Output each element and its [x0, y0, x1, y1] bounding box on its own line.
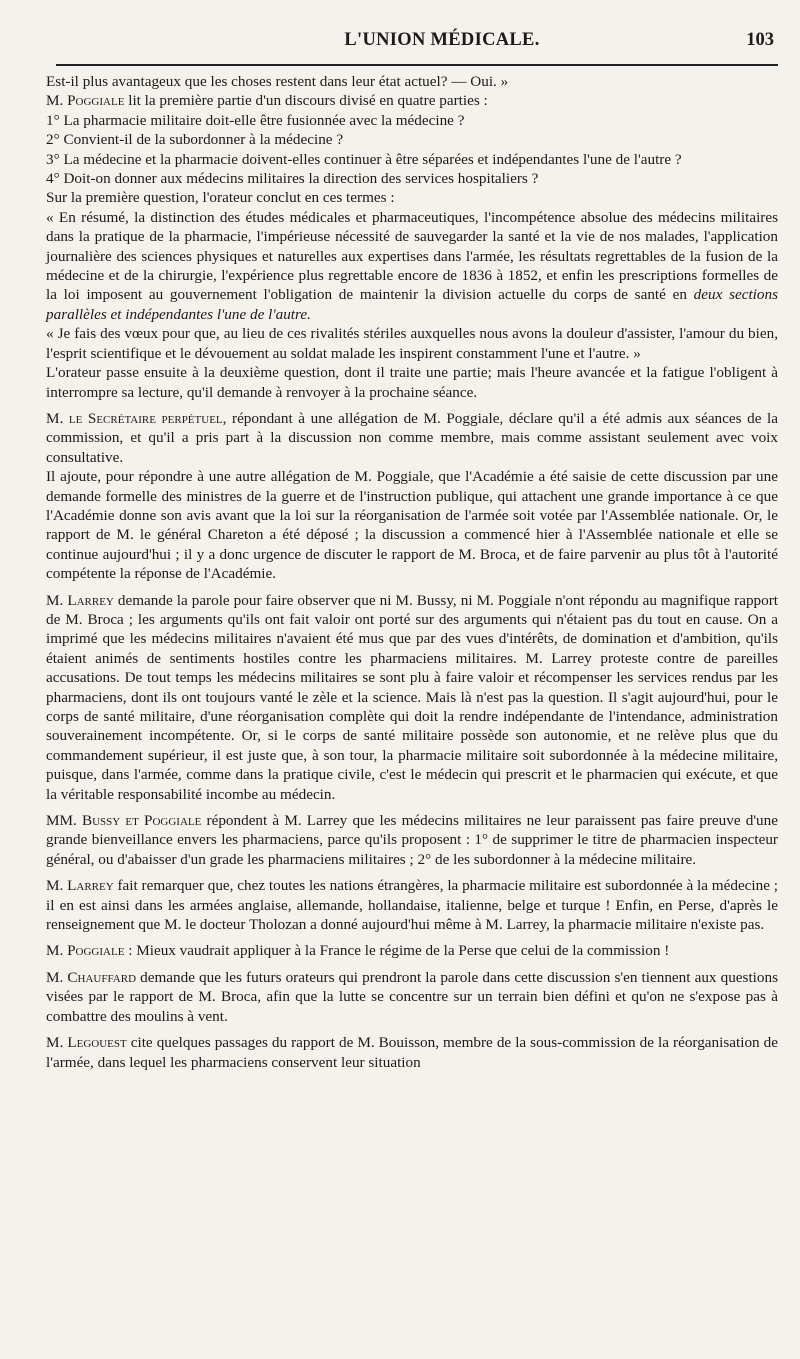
speaker-name: M. Larrey [46, 877, 114, 895]
paragraph-text: 2° Convient-il de la subordonner à la médecine ? [46, 131, 344, 149]
speaker-name: M. Chauffard [46, 968, 137, 986]
paragraph [46, 811, 778, 869]
speaker-name: MM. Bussy et Poggiale [46, 812, 202, 830]
paragraph [46, 91, 778, 110]
speaker-name: M. Poggiale [46, 942, 125, 960]
paragraph [46, 169, 778, 188]
paragraph-text: L'orateur passe ensuite à la deuxième question, dont il traite une partie; mais l'heure avancée et la fatigue l'obligent à interrompre sa lecture, qu'il demande à renvoyer à la prochaine séance. [46, 364, 778, 401]
paragraph-text: cite quelques passages du rapport de M. Bouisson, membre de la sous-commission de la réorganisation de l'armée, dans lequel les pharmaciens conservent leur situation [46, 1034, 778, 1071]
body-text [46, 72, 778, 1072]
paragraph [46, 467, 778, 583]
page-number: 103 [746, 30, 774, 50]
paragraph [46, 111, 778, 130]
paragraph-text: « En résumé, la distinction des études médicales et pharmaceutiques, l'incompétence absolue des médecins militaires dans la pratique de la pharmacie, l'impérieuse nécessité de sauvegarder la santé et la vie de nos malades, l'application journalière des sciences physiques et naturelles aux expertises dans l'armée, les résultats regrettables de la fusion de la médecine et de la chirurgie, l'expérience plus regrettable encore de 1836 à 1852, et enfin les prescriptions formelles de la loi imposent au gouvernement l'obligation de maintenir la division actuelle du corps de santé en [46, 208, 778, 304]
paragraph [46, 130, 778, 149]
paragraph-text: lit la première partie d'un discours divisé en quatre parties : [124, 92, 488, 110]
paragraph [46, 409, 778, 467]
paragraph [46, 150, 778, 169]
speaker-name: M. le Secrétaire perpétuel [46, 409, 223, 427]
paragraph-text: demande que les futurs orateurs qui prendront la parole dans cette discussion s'en tiennent aux questions visées par le rapport de M. Broca, afin que la lutte se concentre sur un terrain bien défini et qu'on ne s'expose pas à combattre des moulins à vent. [46, 968, 778, 1025]
paragraph-text: 3° La médecine et la pharmacie doivent-elles continuer à être séparées et indépendantes l'une de l'autre ? [46, 150, 682, 168]
paragraph [46, 363, 778, 402]
paragraph-text: fait remarquer que, chez toutes les nations étrangères, la pharmacie militaire est subordonnée à la médecine ; il en est ainsi dans les armées anglaise, allemande, hollandaise, italienne, belge et turque ! Enfin, en Perse, d'après le renseignement que M. le docteur Tholozan a donné aujourd'hui même à M. Larrey, la pharmacie militaire n'existe pas. [46, 877, 779, 934]
speaker-name: M. Legouest [46, 1034, 127, 1052]
paragraph [46, 968, 778, 1026]
paragraph-text: 1° La pharmacie militaire doit-elle être fusionnée avec la médecine ? [46, 111, 465, 129]
paragraph-text: : Mieux vaudrait appliquer à la France le régime de la Perse que celui de la commission ! [124, 942, 670, 960]
paragraph [46, 324, 778, 363]
speaker-name: M. Larrey [46, 591, 114, 609]
header-rule [56, 64, 778, 66]
paragraph [46, 208, 778, 324]
paragraph [46, 72, 778, 91]
paragraph-text: Il ajoute, pour répondre à une autre allégation de M. Poggiale, que l'Académie a été saisie de cette discussion par une demande formelle des ministres de la guerre et de l'instruction publique, qui attachent une grande importance à ce que l'Académie donne son avis avant que la loi sur la réorganisation de l'armée soit votée par l'Assemblée nationale. Or, le rapport de M. le général Chareton a été déposé ; la discussion a commencé hier à l'Assemblée nationale et elle se continue aujourd'hui ; il y a donc urgence de discuter le rapport de M. Broca, et de faire parvenir au plus tôt à l'autorité compétente la réponse de l'Académie. [46, 468, 778, 583]
paragraph-text: répondent à M. Larrey que les médecins militaires ne leur paraissent pas faire preuve d'une grande bienveillance envers les pharmaciens, parce qu'ils proposent : 1° de supprimer le titre de pharmacien inspecteur général, ou d'abaisser d'un grade les pharmaciens militaires ; 2° de les subordonner à la médecine militaire. [46, 812, 778, 868]
paragraph-text: demande la parole pour faire observer que ni M. Bussy, ni M. Poggiale n'ont répondu au magnifique rapport de M. Broca ; les arguments qu'ils ont fait valoir ont porté sur des arguments qui n'étaient pas du tout en cause. On a imprimé que les médecins militaires n'avaient été mus que par des vues d'intérêts, de domination et d'ambition, qu'ils étaient animés de sentiments hostiles contre les pharmaciens militaires. M. Larrey proteste contre de pareilles accusations. De tout temps les médecins militaires se sont plu à faire valoir et récompenser les services rendus par les pharmaciens, dont ils ont toujours vanté le zèle et la science. Mais là n'est pas la question. Il s'agit aujourd'hui, pour le corps de santé militaire, d'une réorganisation complète qui doit la rendre indépendante de l'intendance, administration souverainement incompétente. Or, si le corps de santé militaire possède son autonomie, et ne relève plus que du commandement supérieur, il est juste que, à son tour, la pharmacie militaire soit subordonnée à la médecine militaire, puisque, dans l'armée, comme dans la pratique civile, c'est le médecin qui prescrit et le pharmacien qui exécute, et que la véritable responsabilité incombe au médecin. [46, 591, 779, 803]
paragraph [46, 188, 778, 207]
paragraph-text: Est-il plus avantageux que les choses restent dans leur état actuel? — Oui. » [46, 73, 509, 90]
page-header [46, 28, 778, 58]
paragraph-text: Sur la première question, l'orateur conclut en ces termes : [46, 189, 395, 207]
paragraph-text: 4° Doit-on donner aux médecins militaires la direction des services hospitaliers ? [46, 170, 539, 188]
paragraph [46, 876, 778, 934]
paragraph [46, 1033, 778, 1072]
paragraph [46, 941, 778, 960]
paragraph [46, 591, 778, 804]
running-title: L'UNION MÉDICALE. [344, 30, 540, 50]
paragraph-text: « Je fais des vœux pour que, au lieu de ces rivalités stériles auxquelles nous avons la douleur d'assister, l'amour du bien, l'esprit scientifique et le dévouement au soldat malade les inspirent constamment l'une et l'autre. » [46, 325, 778, 362]
speaker-name: M. Poggiale [46, 92, 125, 110]
paragraph-text: , répondant à une allégation de M. Poggiale, déclare qu'il a été admis aux séances de la commission, et qu'il a pris part à la discussion non comme membre, mais comme assistant seulement avec voix consultative. [46, 409, 778, 466]
italic-text: deux sections parallèles et indépendantes l'une de l'autre. [46, 286, 778, 323]
